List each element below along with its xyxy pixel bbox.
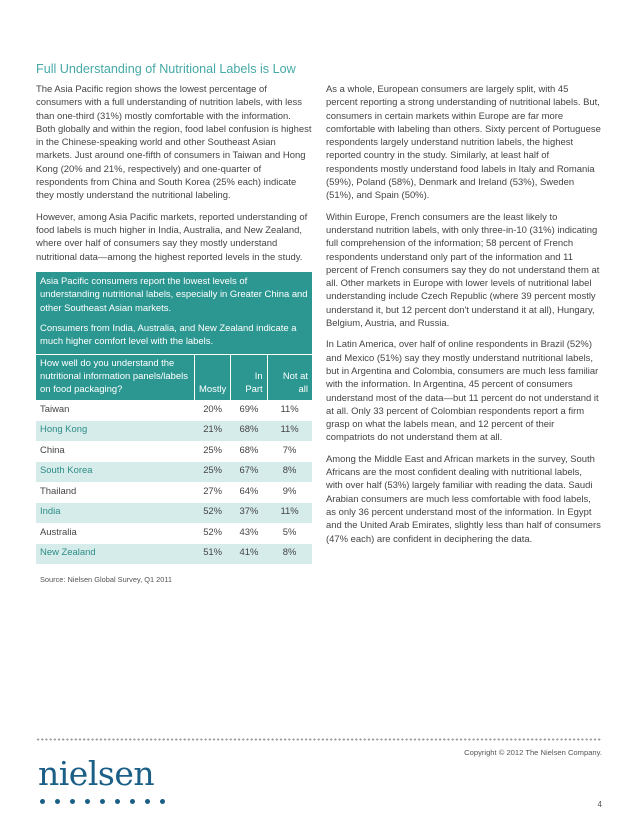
country-cell: New Zealand bbox=[36, 544, 195, 564]
mostly-cell: 52% bbox=[195, 523, 231, 544]
country-cell: India bbox=[36, 503, 195, 524]
section-heading: Full Understanding of Nutritional Labels is Low bbox=[36, 62, 296, 76]
paragraph: Among the Middle East and African markets in the survey, South Africans are the most confident dealing with nutritional labels, with over half (53%) largely familiar with reading the data. Saudi Arabian consumers are much less comfortable with food labels, as only 36 percent understand most of the information. In Egypt and the United Arab Emirates, slightly less than half of consumers (47% each) are confident in deciphering the data. bbox=[326, 453, 601, 545]
table-row bbox=[36, 400, 312, 421]
logo-dot bbox=[100, 799, 105, 804]
table-row bbox=[36, 482, 312, 503]
in-part-cell: 43% bbox=[231, 523, 267, 544]
not-at-all-cell: 11% bbox=[267, 503, 312, 524]
in-part-cell: 64% bbox=[231, 482, 267, 503]
country-cell: Thailand bbox=[36, 482, 195, 503]
logo-dot bbox=[145, 799, 150, 804]
country-cell: Hong Kong bbox=[36, 421, 195, 442]
mostly-cell: 52% bbox=[195, 503, 231, 524]
mostly-cell: 51% bbox=[195, 544, 231, 564]
in-part-cell: 68% bbox=[231, 441, 267, 462]
not-at-all-cell: 8% bbox=[267, 544, 312, 564]
nielsen-logo bbox=[38, 754, 198, 814]
country-cell: South Korea bbox=[36, 462, 195, 483]
not-at-all-cell: 7% bbox=[267, 441, 312, 462]
mostly-cell: 27% bbox=[195, 482, 231, 503]
understanding-table bbox=[36, 354, 312, 564]
not-at-all-cell: 5% bbox=[267, 523, 312, 544]
logo-dot bbox=[130, 799, 135, 804]
in-part-cell: 67% bbox=[231, 462, 267, 483]
logo-dot bbox=[85, 799, 90, 804]
right-column bbox=[326, 83, 601, 554]
table-row bbox=[36, 503, 312, 524]
table-row bbox=[36, 441, 312, 462]
column-header-mostly: Mostly bbox=[195, 354, 231, 400]
not-at-all-cell: 8% bbox=[267, 462, 312, 483]
table-row bbox=[36, 523, 312, 544]
callout-box bbox=[36, 272, 312, 354]
logo-dots bbox=[40, 799, 165, 804]
country-cell: China bbox=[36, 441, 195, 462]
logo-dot bbox=[55, 799, 60, 804]
in-part-cell: 41% bbox=[231, 544, 267, 564]
dotted-divider bbox=[36, 738, 602, 741]
column-header-in-part: In Part bbox=[231, 354, 267, 400]
table-row bbox=[36, 462, 312, 483]
paragraph: However, among Asia Pacific markets, reported understanding of food labels is much higher in India, Australia, and New Zealand, where over half of consumers say they mostly understand nutritional data—among the highest reported levels in the study. bbox=[36, 211, 308, 263]
table-row bbox=[36, 544, 312, 564]
not-at-all-cell: 11% bbox=[267, 400, 312, 421]
logo-wordmark: nielsen bbox=[38, 754, 155, 793]
in-part-cell: 69% bbox=[231, 400, 267, 421]
source-note: Source: Nielsen Global Survey, Q1 2011 bbox=[40, 574, 173, 584]
logo-dot bbox=[160, 799, 165, 804]
in-part-cell: 37% bbox=[231, 503, 267, 524]
paragraph: The Asia Pacific region shows the lowest percentage of consumers with a full understanding of nutrition labels, with less than one-third (31%) mostly comfortable with the information. Both globally and within the region, food label confusion is highest in the Chinese-speaking world and other Southeast Asian markets. Just around one-fifth of consumers in Taiwan and Hong Kong (20% and 21%, respectively) and one-quarter of respondents from China and South Korea (25% each) indicate they mostly understand the nutritional labeling. bbox=[36, 84, 312, 202]
not-at-all-cell: 9% bbox=[267, 482, 312, 503]
callout-text: Asia Pacific consumers report the lowest levels of understanding nutritional labels, especially in Greater China and other Southeast Asian markets. bbox=[40, 275, 308, 315]
paragraph: In Latin America, over half of online respondents in Brazil (52%) and Mexico (51%) say they mostly understand nutritional labels, but in Argentina and Colombia, consumers are much less familiar with the information. In Argentina, 45 percent of consumers understand most of the data—but 11 percent do not understand it at all. Only 33 percent of Colombian respondents report a firm grasp on what the labels mean, and 12 percent of their compatriots do not understand them at all. bbox=[326, 339, 599, 444]
logo-dot bbox=[115, 799, 120, 804]
country-cell: Taiwan bbox=[36, 400, 195, 421]
in-part-cell: 68% bbox=[231, 421, 267, 442]
mostly-cell: 25% bbox=[195, 441, 231, 462]
mostly-cell: 20% bbox=[195, 400, 231, 421]
table-question-header: How well do you understand the nutritional information panels/labels on food packaging? bbox=[36, 354, 195, 400]
paragraph: As a whole, European consumers are largely split, with 45 percent reporting a strong understanding of nutritional labels. But, consumers in certain markets within Europe are far more comfortable with labeling than others. Sixty percent of Portuguese respondents largely understand nutrition labels, the highest reported country in the study. Similarly, at least half of respondents mostly understand food labels in Italy and Romania (59%), Poland (58%), Denmark and Ireland (53%), Sweden (51%), and Spain (50%). bbox=[326, 84, 601, 202]
mostly-cell: 21% bbox=[195, 421, 231, 442]
copyright-text: Copyright © 2012 The Nielsen Company. bbox=[464, 748, 602, 757]
table-row bbox=[36, 421, 312, 442]
not-at-all-cell: 11% bbox=[267, 421, 312, 442]
left-column bbox=[36, 83, 312, 586]
logo-dot bbox=[40, 799, 45, 804]
callout-text: Consumers from India, Australia, and New Zealand indicate a much higher comfort level with the labels. bbox=[40, 322, 297, 348]
logo-dot bbox=[70, 799, 75, 804]
paragraph: Within Europe, French consumers are the least likely to understand nutrition labels, with only three-in-10 (31%) indicating full comprehension of the information; 58 percent of French respondents understand only part of the information and 11 percent of French consumers say they do not understand them at all. Other markets in Europe with lower levels of nutritional label understanding include Czech Republic (where 39 percent mostly understand it, but 12 percent don't understand it at all), Hungary, Belgium, Austria, and Russia. bbox=[326, 211, 600, 330]
table-header-row bbox=[36, 354, 312, 400]
mostly-cell: 25% bbox=[195, 462, 231, 483]
column-header-not-at-all: Not at all bbox=[267, 354, 312, 400]
country-cell: Australia bbox=[36, 523, 195, 544]
page-number: 4 bbox=[597, 800, 602, 809]
